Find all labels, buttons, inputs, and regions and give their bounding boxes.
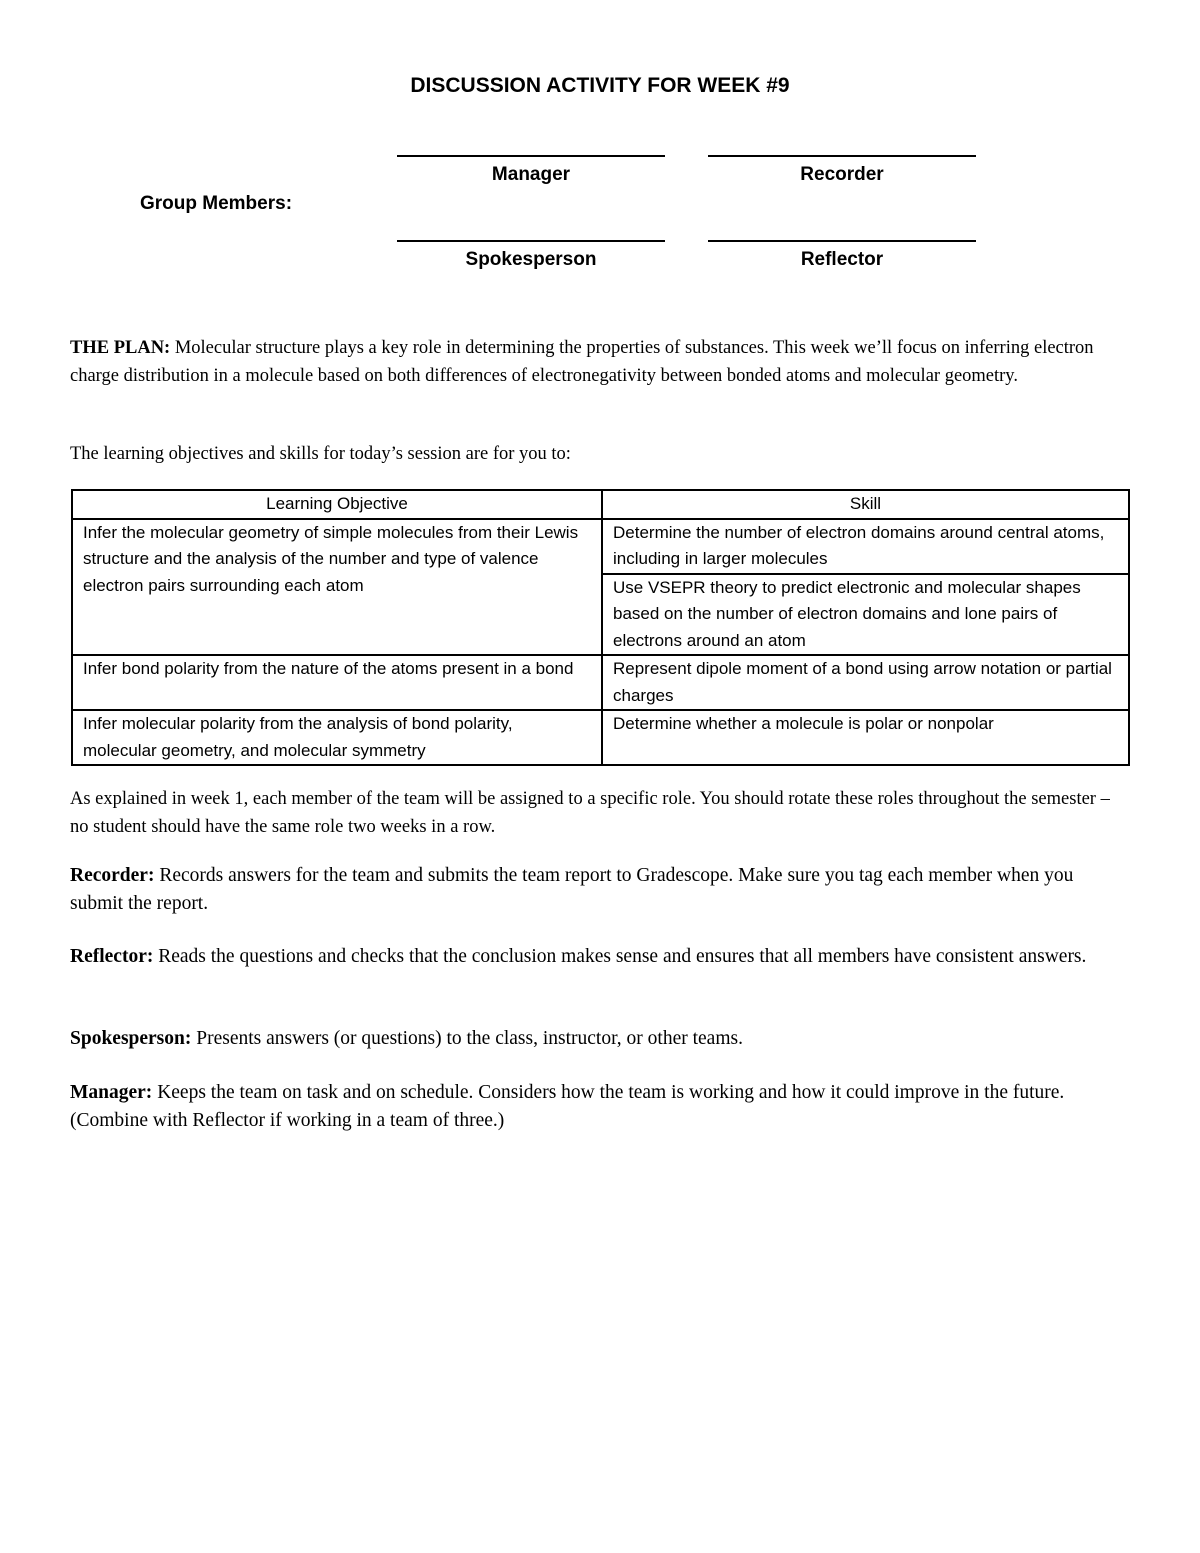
manager-signature-line [397, 155, 665, 157]
reflector-role-text: Reads the questions and checks that the conclusion makes sense and ensures that all members have consistent answers. [153, 946, 1087, 967]
header-skill: Skill [602, 490, 1129, 519]
skill-cell: Represent dipole moment of a bond using arrow notation or partial charges [602, 655, 1129, 710]
recorder-signature-line [708, 155, 976, 157]
page-title: DISCUSSION ACTIVITY FOR WEEK #9 [410, 74, 790, 97]
skill-cell: Use VSEPR theory to predict electronic and molecular shapes based on the number of electron domains and lone pairs of electrons around an atom [602, 574, 1129, 656]
rotation-note: As explained in week 1, each member of the team will be assigned to a specific role. You should rotate these roles throughout the semester – no student should have the same role two weeks in a row. [70, 789, 1110, 837]
reflector-role-label: Reflector [800, 249, 884, 270]
table-row [72, 710, 1129, 765]
reflector-signature-line [708, 240, 976, 242]
manager-role-name: Manager: [70, 1082, 153, 1103]
skill-cell: Determine the number of electron domains around central atoms, including in larger molecules [602, 519, 1129, 574]
objective-cell: Infer molecular polarity from the analysis of bond polarity, molecular geometry, and molecular symmetry [72, 710, 602, 765]
manager-role-text: Keeps the team on task and on schedule. Considers how the team is working and how it could improve in the future. (Combine with Reflector if working in a team of three.) [70, 1082, 1065, 1131]
plan-heading: THE PLAN: [70, 338, 171, 358]
table-row [72, 655, 1129, 710]
spokesperson-role-name: Spokesperson: [70, 1028, 192, 1049]
table-row [72, 519, 1129, 574]
plan-paragraph [70, 334, 1130, 390]
manager-description [70, 1079, 1130, 1135]
plan-text: Molecular structure plays a key role in determining the properties of substances. This week we’ll focus on inferring electron charge distribution in a molecule based on both differences of electronegativity between bonded atoms and molecular geometry. [70, 338, 1094, 386]
objectives-table [71, 489, 1130, 766]
objectives-intro: The learning objectives and skills for today’s session are for you to: [70, 444, 571, 464]
table-header-row [72, 490, 1129, 519]
objective-cell: Infer bond polarity from the nature of the atoms present in a bond [72, 655, 602, 710]
reflector-role-name: Reflector: [70, 946, 154, 967]
skill-cell: Determine whether a molecule is polar or nonpolar [602, 710, 1129, 765]
header-learning-objective: Learning Objective [72, 490, 602, 519]
spokesperson-role-text: Presents answers (or questions) to the class, instructor, or other teams. [191, 1028, 743, 1049]
recorder-role-label: Recorder [800, 164, 884, 185]
spokesperson-description [70, 1025, 1130, 1053]
objective-cell: Infer the molecular geometry of simple molecules from their Lewis structure and the analysis of the number and type of valence electron pairs surrounding each atom [72, 519, 602, 656]
recorder-role-text: Records answers for the team and submits the team report to Gradescope. Make sure you tag each member when you submit the report. [70, 865, 1074, 914]
reflector-description [70, 943, 1130, 971]
spokesperson-role-label: Spokesperson [465, 249, 597, 270]
recorder-role-name: Recorder: [70, 865, 155, 886]
recorder-description [70, 862, 1130, 918]
group-members-label: Group Members: [140, 193, 293, 214]
manager-role-label: Manager [491, 164, 571, 185]
spokesperson-signature-line [397, 240, 665, 242]
